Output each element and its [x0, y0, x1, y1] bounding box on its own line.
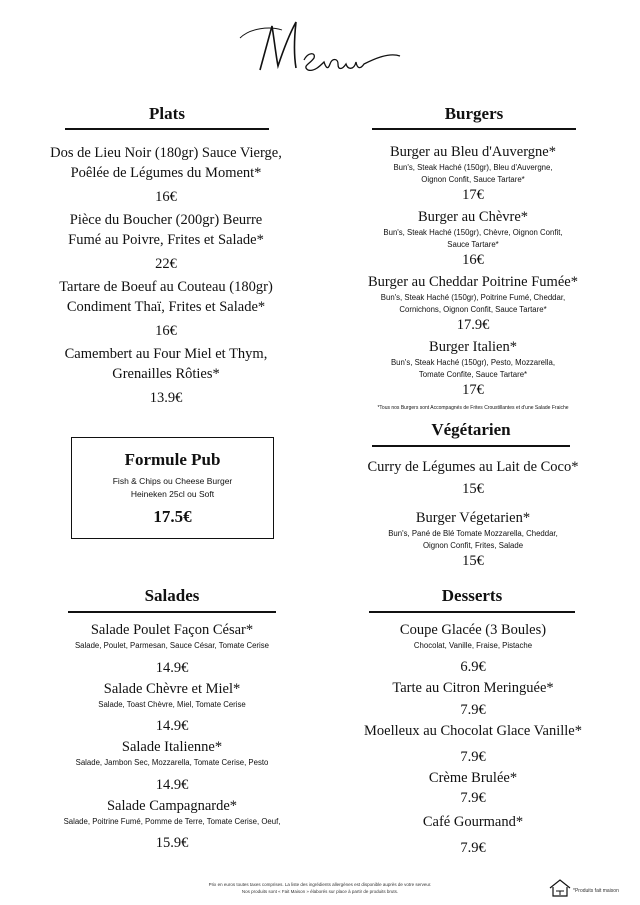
- house-pan-icon: [548, 878, 572, 902]
- footer-text: [140, 881, 500, 895]
- vegetarien-rule: [372, 445, 570, 447]
- vegetarien-desc: Oignon Confit, Frites, Salade: [422, 540, 524, 550]
- plat-name: Condiment Thaï, Frites et Salade*: [66, 299, 266, 315]
- dessert-price: 7.9€: [460, 701, 486, 718]
- plat-item: [30, 143, 302, 207]
- menu-title-script: [230, 8, 410, 88]
- dessert-item: [340, 812, 606, 858]
- burgers-note: *Tous nos Burgers sont Accompagnés de Frites Croustillantes et d'une Salade Fraiche: [377, 405, 569, 411]
- dessert-name: Café Gourmand*: [422, 813, 524, 830]
- salade-name: Salade Campagnarde*: [106, 797, 238, 814]
- menu-title: [0, 8, 640, 88]
- burger-name: Burger Italien*: [429, 339, 517, 355]
- burger-price: 17€: [462, 187, 484, 203]
- dessert-name: Moelleux au Chocolat Glace Vanille*: [364, 722, 582, 739]
- salade-item: [26, 796, 318, 854]
- burgers-list: [340, 142, 606, 400]
- burger-desc: Bun's, Steak Haché (150gr), Chèvre, Oignon Confit,: [383, 228, 563, 237]
- vegetarien-price: 15€: [462, 553, 484, 569]
- burger-desc: Bun's, Steak Haché (150gr), Pesto, Mozzarella,: [390, 358, 555, 367]
- plat-item: [30, 344, 302, 408]
- plat-name: Camembert au Four Miel et Thym,: [64, 346, 268, 362]
- salade-desc: Salade, Toast Chèvre, Miel, Tomate Cerise: [98, 699, 246, 709]
- salades-heading: Salades: [144, 586, 200, 605]
- burger-item: [340, 337, 606, 400]
- burger-name: Burger au Chèvre*: [417, 209, 529, 225]
- dessert-name: Tarte au Citron Meringuée*: [392, 679, 554, 696]
- burger-price: 17€: [462, 382, 484, 398]
- burgers-heading: Burgers: [444, 104, 504, 123]
- vegetarien-heading: Végétarien: [431, 420, 511, 439]
- formule-title: Formule Pub: [124, 450, 221, 469]
- plats-list: [30, 143, 302, 408]
- plat-name: Fumé au Poivre, Frites et Salade*: [68, 232, 264, 248]
- plat-item: [30, 210, 302, 274]
- dessert-name: Coupe Glacée (3 Boules): [399, 622, 547, 638]
- dessert-desc: Chocolat, Vanille, Fraise, Pistache: [413, 641, 533, 650]
- salades-rule: [68, 611, 276, 613]
- vegetarien-list: [340, 457, 606, 571]
- formule-desc-line2: Heineken 25cl ou Soft: [130, 489, 215, 499]
- salade-price: 14.9€: [155, 776, 189, 793]
- desserts-heading: Desserts: [441, 586, 503, 605]
- footer-line-2: Nos produits sont « Fait Maison » élaborés sur place à partir de produits bruts.: [241, 889, 399, 894]
- dessert-item: [340, 768, 606, 808]
- salade-item: [26, 679, 318, 737]
- dessert-price: 7.9€: [460, 789, 486, 806]
- burgers-rule: [372, 128, 576, 130]
- salade-item: [26, 620, 318, 678]
- burger-item: [340, 207, 606, 270]
- desserts-list: [340, 620, 606, 858]
- vegetarien-name: Burger Végetarien*: [415, 510, 531, 526]
- dessert-price: 7.9€: [460, 839, 486, 856]
- burger-desc: Tomate Confite, Sauce Tartare*: [418, 369, 528, 379]
- plat-price: 22€: [155, 256, 177, 272]
- burger-price: 16€: [462, 252, 484, 268]
- salade-price: 15.9€: [155, 835, 189, 851]
- vegetarien-desc: Bun's, Pané de Blé Tomate Mozzarella, Cheddar,: [388, 529, 558, 538]
- dessert-price: 7.9€: [460, 748, 486, 765]
- plat-price: 16€: [155, 189, 177, 205]
- salade-desc: Salade, Jambon Sec, Mozzarella, Tomate Cerise, Pesto: [75, 758, 269, 767]
- burger-desc: Bun's, Steak Haché (150gr), Bleu d'Auvergne,: [393, 163, 553, 172]
- burger-name: Burger au Cheddar Poitrine Fumée*: [368, 274, 578, 290]
- burger-item: [340, 142, 606, 205]
- salade-name: Salade Chèvre et Miel*: [103, 680, 241, 697]
- salade-price: 14.9€: [155, 659, 189, 676]
- formule-price: 17.5€: [153, 507, 192, 526]
- salades-list: [26, 620, 318, 853]
- fait-maison-note: *Produits fait maison: [573, 888, 619, 894]
- dessert-price: 6.9€: [460, 658, 486, 675]
- salade-name: Salade Poulet Façon César*: [90, 622, 254, 638]
- burger-name: Burger au Bleu d'Auvergne*: [390, 144, 556, 160]
- salade-desc: Salade, Poulet, Parmesan, Sauce César, Tomate Cerise: [74, 641, 269, 650]
- burger-desc: Sauce Tartare*: [447, 239, 499, 249]
- salade-name: Salade Italienne*: [121, 739, 223, 755]
- burger-price: 17.9€: [456, 317, 490, 333]
- salade-desc: Salade, Poitrine Fumé, Pomme de Terre, Tomate Cerise, Oeuf,: [63, 816, 281, 826]
- salade-item: [26, 737, 318, 795]
- plat-name: Pièce du Boucher (200gr) Beurre: [69, 212, 263, 228]
- salade-price: 14.9€: [155, 718, 189, 734]
- burger-desc: Bun's, Steak Haché (150gr), Poitrine Fumé, Cheddar,: [380, 293, 566, 302]
- plat-name: Tartare de Boeuf au Couteau (180gr): [59, 279, 273, 295]
- dessert-name: Crème Brulée*: [428, 769, 518, 786]
- dessert-item: [340, 721, 606, 767]
- plats-heading: Plats: [149, 104, 185, 123]
- plats-rule: [65, 128, 269, 130]
- dessert-item: [340, 678, 606, 720]
- plat-price: 16€: [155, 323, 177, 339]
- vegetarien-price: 15€: [462, 481, 484, 497]
- plat-price: 13.9€: [149, 390, 183, 406]
- plat-name: Grenailles Rôties*: [112, 366, 220, 382]
- plat-item: [30, 277, 302, 341]
- footer-line-1: Prix en euros toutes taxes comprises. La liste des ingrédients allergènes est disponible auprès de votre serveur.: [208, 882, 432, 887]
- vegetarien-item: [340, 457, 606, 499]
- plat-name: Poêlée de Légumes du Moment*: [70, 165, 262, 181]
- vegetarien-name: Curry de Légumes au Lait de Coco*: [367, 459, 579, 475]
- vegetarien-item: [340, 508, 606, 571]
- burger-item: [340, 272, 606, 335]
- burger-desc: Oignon Confit, Sauce Tartare*: [421, 174, 525, 184]
- burger-desc: Cornichons, Oignon Confit, Sauce Tartare*: [399, 304, 547, 314]
- plat-name: Dos de Lieu Noir (180gr) Sauce Vierge,: [50, 145, 282, 161]
- dessert-item: [340, 620, 606, 677]
- desserts-rule: [369, 611, 575, 613]
- formule-box: [71, 437, 274, 539]
- formule-desc-line1: Fish & Chips ou Cheese Burger: [112, 476, 233, 486]
